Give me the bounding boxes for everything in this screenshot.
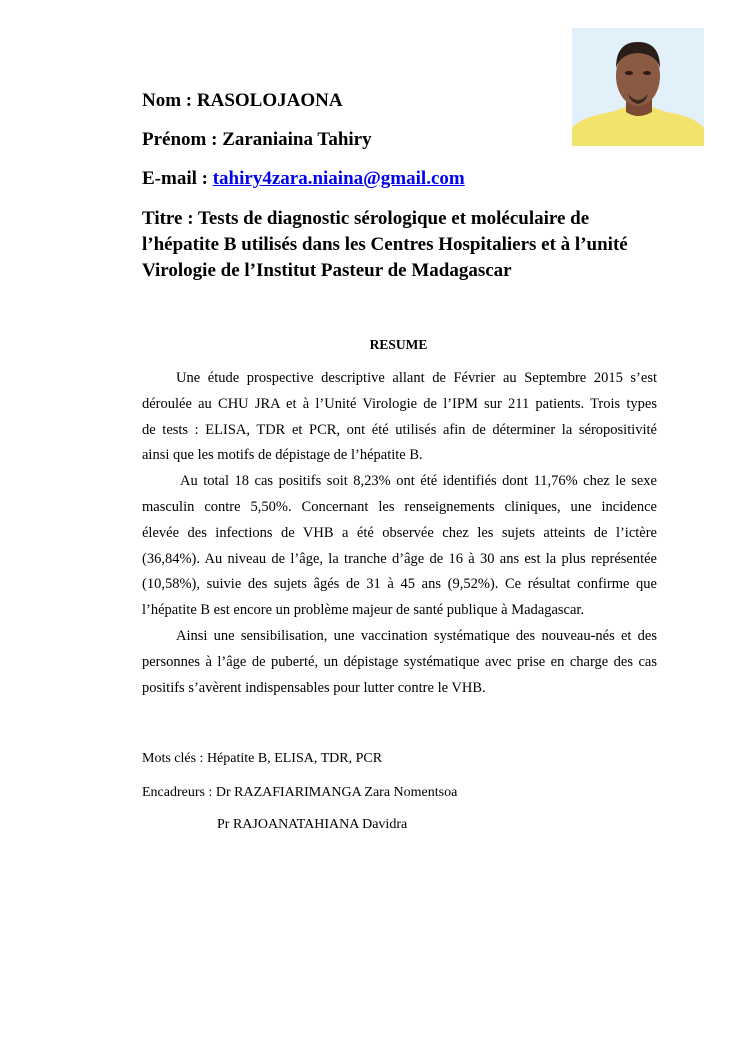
text-line: élevée des infections de VHB a été observée chez les sujets atteints de l’ictère	[142, 524, 657, 541]
nom-label: Nom :	[142, 90, 197, 111]
text-line: positifs s’avèrent indispensables pour lutter contre le VHB.	[142, 679, 486, 696]
title-line: l’hépatite B utilisés dans les Centres Hospitaliers et à l’unité	[142, 234, 628, 255]
prenom-line	[142, 129, 372, 151]
paragraph-1	[142, 366, 657, 469]
resume-heading: RESUME	[369, 337, 428, 352]
email-line	[142, 168, 465, 190]
paragraph-2	[142, 469, 657, 624]
text-line: Au total 18 cas positifs soit 8,23% ont été identifiés dont 11,76% chez le sexe	[180, 473, 657, 490]
text-line: l’hépatite B est encore un problème majeur de santé publique à Madagascar.	[142, 602, 585, 619]
text-line: de tests : ELISA, TDR et PCR, ont été utilisés afin de déterminer la séropositivité	[142, 421, 657, 438]
nom-value: RASOLOJAONA	[196, 90, 343, 111]
text-line: ainsi que les motifs de dépistage de l’hépatite B.	[142, 447, 423, 464]
text-line: Ainsi une sensibilisation, une vaccination systématique des nouveau-nés et des	[176, 627, 657, 644]
prenom-label: Prénom :	[142, 129, 223, 150]
nom-line	[142, 90, 343, 112]
portrait-photo	[572, 28, 704, 146]
email-link[interactable]: tahiry4zara.niaina@gmail.com	[212, 168, 465, 189]
supervisor-2: Pr RAJOANATAHIANA Davidra	[217, 817, 408, 832]
text-line: (10,58%), suivie des sujets âgés de 31 à 45 ans (9,52%). Ce résultat confirme que	[142, 576, 657, 593]
text-line: personnes à l’âge de puberté, un dépistage systématique avec prise en charge des cas	[142, 653, 657, 670]
text-line: Une étude prospective descriptive allant de Février au Septembre 2015 s’est	[176, 370, 657, 386]
resume-body	[142, 366, 657, 701]
text-line: déroulée au CHU JRA et à l’Unité Virologie de l’IPM sur 211 patients. Trois types	[142, 395, 657, 412]
thesis-title	[142, 206, 662, 284]
text-line: (36,84%). Au niveau de l’âge, la tranche d’âge de 16 à 30 ans est la plus représentée	[142, 550, 657, 567]
email-label: E-mail :	[142, 168, 213, 189]
supervisor-1: Encadreurs : Dr RAZAFIARIMANGA Zara Nomentsoa	[142, 785, 458, 800]
title-line: Titre : Tests de diagnostic sérologique et moléculaire de	[142, 208, 590, 229]
text-line: masculin contre 5,50%. Concernant les renseignements cliniques, une incidence	[142, 498, 657, 515]
prenom-value: Zaraniaina Tahiry	[222, 129, 372, 150]
keywords: Mots clés : Hépatite B, ELISA, TDR, PCR	[142, 751, 383, 766]
paragraph-3	[142, 624, 657, 701]
title-line: Virologie de l’Institut Pasteur de Madagascar	[142, 260, 512, 281]
